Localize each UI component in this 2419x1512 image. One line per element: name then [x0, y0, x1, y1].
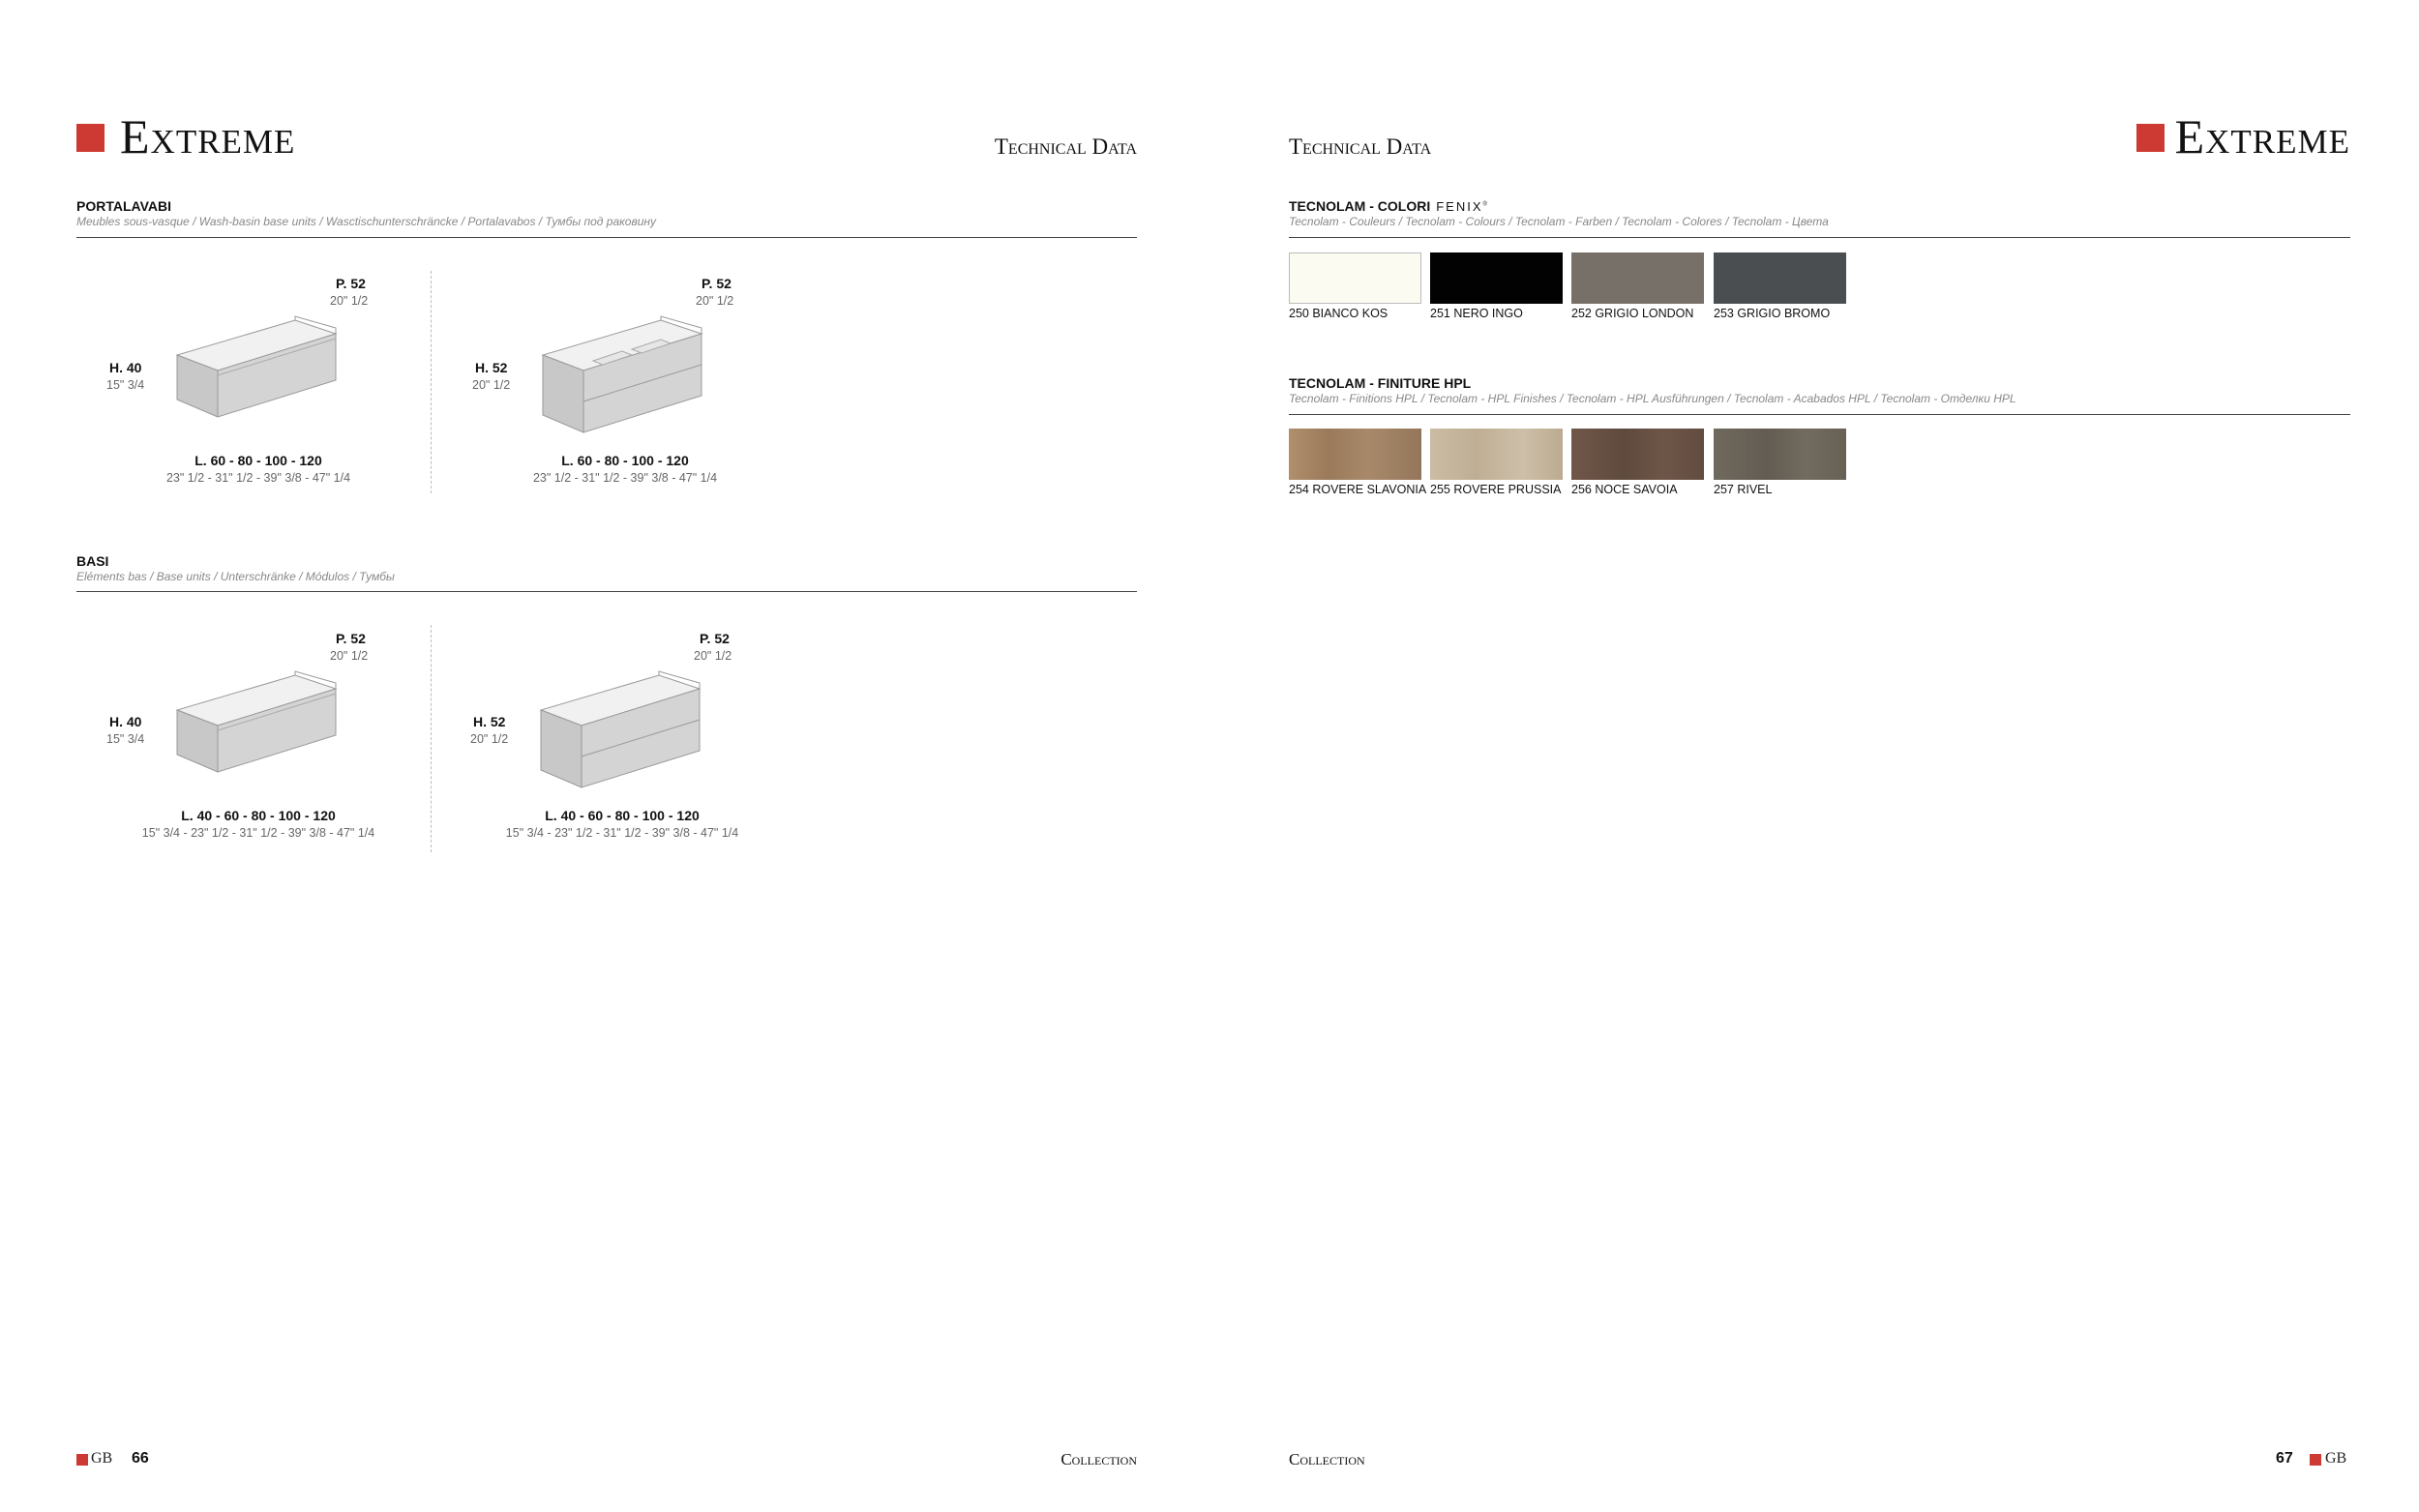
brand-title-left: Extreme [120, 109, 296, 163]
swatch-253-grigio-bromo [1714, 252, 1846, 304]
basi-title: BASI [76, 553, 109, 569]
swatch-label: 256 NOCE SAVOIA [1571, 483, 1678, 496]
swatch-label: 255 ROVERE PRUSSIA [1430, 483, 1562, 496]
portalavabi-2-drawing [535, 314, 709, 440]
basi-1-depth-in: 20" 1/2 [330, 649, 369, 663]
swatch-252-grigio-london [1571, 252, 1704, 304]
basi-2-depth: P. 52 [700, 631, 730, 646]
portalavabi-1-height-in: 15" 3/4 [106, 378, 145, 392]
footer-page-number-right: 67 [2276, 1450, 2293, 1467]
swatch-label: 251 NERO INGO [1430, 307, 1523, 320]
portalavabi-1-width: L. 60 - 80 - 100 - 120 [194, 453, 322, 468]
footer-marker-right [2310, 1454, 2321, 1466]
basi-1-width: L. 40 - 60 - 80 - 100 - 120 [181, 808, 336, 823]
footer-marker-left [76, 1454, 88, 1466]
portalavabi-divider [431, 271, 432, 493]
portalavabi-1-depth-in: 20" 1/2 [330, 294, 369, 308]
swatch-label: 250 BIANCO KOS [1289, 307, 1389, 320]
basi-2-width-in: 15" 3/4 - 23" 1/2 - 31" 1/2 - 39" 3/8 - 47" 1/4 [505, 826, 739, 840]
brand-title-right: Extreme [2174, 109, 2350, 163]
basi-subtitle: Eléments bas / Base units / Unterschränke / Módulos / Тумбы [76, 570, 395, 583]
portalavabi-1-height: H. 40 [109, 360, 142, 375]
brand-marker-left [76, 124, 105, 152]
swatch-250-bianco-kos [1289, 252, 1421, 304]
basi-rule [76, 591, 1137, 592]
footer-lang-left: GB [91, 1450, 113, 1467]
swatch-257-rivel [1714, 429, 1846, 480]
colori-title [1289, 199, 1489, 213]
portalavabi-2-height: H. 52 [475, 360, 508, 375]
basi-1-height: H. 40 [109, 714, 142, 729]
finiture-rule [1289, 414, 2350, 415]
fenix-logo: FENIX® [1436, 199, 1489, 214]
portalavabi-2-width: L. 60 - 80 - 100 - 120 [561, 453, 689, 468]
colori-rule [1289, 237, 2350, 238]
footer-collection-right: Collection [1289, 1450, 1365, 1468]
brand-marker-right [2136, 124, 2165, 152]
swatch-251-nero-ingo [1430, 252, 1563, 304]
swatch-255-rovere-prussia [1430, 429, 1563, 480]
portalavabi-2-height-in: 20" 1/2 [472, 378, 511, 392]
fenix-logo-text: FENIX [1436, 199, 1483, 214]
basi-2-height-in: 20" 1/2 [470, 732, 509, 746]
finiture-title: TECNOLAM - FINITURE HPL [1289, 375, 1472, 391]
portalavabi-subtitle: Meubles sous-vasque / Wash-basin base units / Wasctischunterschräncke / Portalavabos / Тумбы под раковину [76, 215, 657, 228]
swatch-label: 253 GRIGIO BROMO [1714, 307, 1831, 320]
footer-collection-left: Collection [1060, 1450, 1137, 1468]
basi-2-height: H. 52 [473, 714, 506, 729]
colori-subtitle: Tecnolam - Couleurs / Tecnolam - Colours / Tecnolam - Farben / Tecnolam - Colores / Tecnolam - Цвета [1289, 215, 1829, 228]
portalavabi-2-width-in: 23" 1/2 - 31" 1/2 - 39" 3/8 - 47" 1/4 [532, 471, 718, 485]
basi-divider [431, 625, 432, 852]
portalavabi-1-depth: P. 52 [336, 276, 366, 291]
swatch-254-rovere-slavonia [1289, 429, 1421, 480]
swatch-label: 254 ROVERE SLAVONIA [1289, 483, 1427, 496]
swatch-label: 252 GRIGIO LONDON [1571, 307, 1694, 320]
portalavabi-2-depth-in: 20" 1/2 [696, 294, 734, 308]
basi-2-depth-in: 20" 1/2 [694, 649, 732, 663]
portalavabi-rule [76, 237, 1137, 238]
footer-lang-right: GB [2325, 1450, 2347, 1467]
footer-page-number-left: 66 [132, 1450, 149, 1467]
basi-1-height-in: 15" 3/4 [106, 732, 145, 746]
section-label-left: Technical Data [994, 134, 1137, 159]
finiture-subtitle: Tecnolam - Finitions HPL / Tecnolam - HPL Finishes / Tecnolam - HPL Ausführungen / Tecnolam - Acabados HPL / Tecnolam - Отделки HPL [1289, 392, 2016, 405]
portalavabi-title: PORTALAVABI [76, 198, 171, 214]
swatch-label: 257 RIVEL [1714, 483, 1773, 496]
swatch-256-noce-savoia [1571, 429, 1704, 480]
colori-title-text: TECNOLAM - COLORI [1289, 198, 1431, 214]
portalavabi-1-drawing [169, 314, 343, 421]
basi-1-drawing [169, 669, 343, 776]
basi-1-depth: P. 52 [336, 631, 366, 646]
portalavabi-2-depth: P. 52 [702, 276, 732, 291]
basi-1-width-in: 15" 3/4 - 23" 1/2 - 31" 1/2 - 39" 3/8 - 47" 1/4 [141, 826, 375, 840]
basi-2-width: L. 40 - 60 - 80 - 100 - 120 [545, 808, 700, 823]
portalavabi-1-width-in: 23" 1/2 - 31" 1/2 - 39" 3/8 - 47" 1/4 [165, 471, 351, 485]
section-label-right: Technical Data [1289, 134, 1432, 159]
basi-2-drawing [533, 669, 707, 795]
